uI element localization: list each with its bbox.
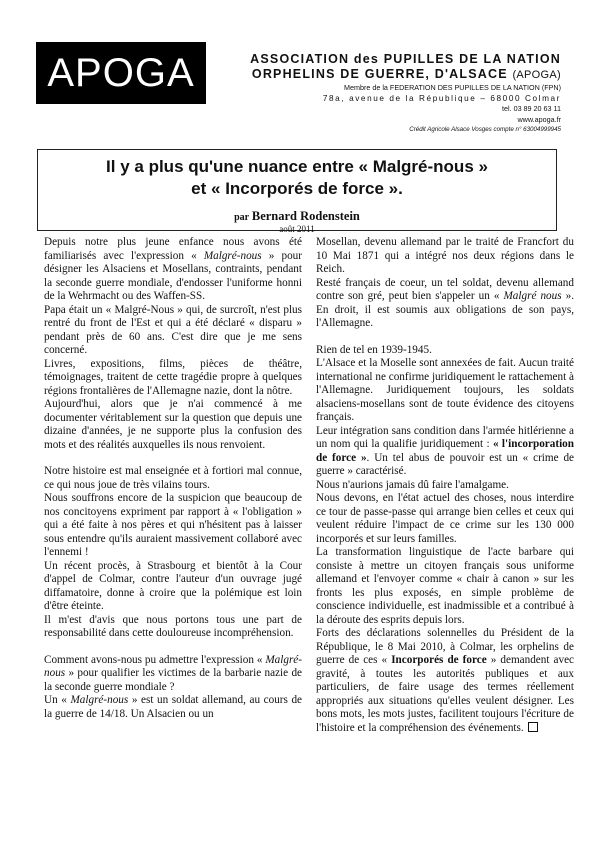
paragraph: La transformation linguistique de l'acte barbare qui consiste à mettre un citoyen français sous uniforme allemand et l'envoyer comme « chair à canon » sur les fronts les plus exposés, en simple problème de conscience individuelle, est inadmissible et a contribué à la déroute des esprits depuis lors. <box>316 546 574 626</box>
bank-account: Crédit Agricole Alsace Vosges compte n° 63004999945 <box>409 126 561 133</box>
article-date: août 2011 <box>279 224 315 234</box>
paragraph: L'Alsace et la Moselle sont annexées de fait. Aucun traité international ne confirme juridiquement le rattachement à l'Allemagne. Juridiquement toujours, les soldats alsaciens-mosellans sont de toute évidence des citoyens français. <box>316 357 574 423</box>
bold-term: « l'incorporation de force » <box>316 438 574 464</box>
author-name: Bernard Rodenstein <box>251 209 360 223</box>
paragraph: Resté français de coeur, un tel soldat, devenu allemand contre son gré, peut bien s'appeler un « Malgré nous ». En droit, il est soumis aux obligations de son pays, l'Allemagne. <box>316 276 575 329</box>
association-header <box>221 52 561 135</box>
paragraph: Un « Malgré-nous » est un soldat allemand, au cours de la guerre de 14/18. Un Alsacien ou un <box>44 694 303 720</box>
address: 78a, avenue de la République – 68000 Colmar <box>322 93 561 103</box>
title-line2: et « Incorporés de force ». <box>191 179 403 198</box>
apoga-logo <box>36 42 206 104</box>
org-name-line1: ASSOCIATION des PUPILLES DE LA NATION <box>250 52 561 66</box>
paragraph: Nous n'aurions jamais dû faire l'amalgame. <box>316 478 509 491</box>
paragraph: Leur intégration sans condition dans l'armée hitlérienne a un nom qui la qualifie juridiquement : « l'incorporation de force ». Un tel abus de pouvoir est un « crime de guerre » caractérisé. <box>316 424 575 477</box>
logo-text: APOGA <box>47 50 195 95</box>
org-abbreviation: (APOGA) <box>512 69 561 81</box>
paragraph: Forts des déclarations solennelles du Président de la République, le 8 Mai 2010, à Colmar, les orphelins de guerre de ces « Incorporés de force » demandent avec gravité, à toutes les autorités publiques et aux particuliers, de faire usage des termes réellement appropriés aux situations qu'elles veulent désigner. Les bons mots, les mots justes, facilitent toujours l'écriture de l'histoire et la compréhension des événements. <box>316 627 575 734</box>
org-name-line2-text: ORPHELINS DE GUERRE, D'ALSACE <box>251 67 508 81</box>
article-title <box>38 156 556 200</box>
title-line1: Il y a plus qu'une nuance entre « Malgré-nous » <box>106 157 488 176</box>
bold-term: Incorporés de force <box>391 654 487 666</box>
right-column <box>316 236 574 735</box>
paragraph: Un récent procès, à Strasbourg et bientôt à la Cour d'appel de Colmar, contre l'auteur d'un ouvrage jugé diffamatoire, donne à croire que la polémique est loin d'être éteinte. <box>44 559 302 612</box>
paragraph: Notre histoire est mal enseignée et à fortiori mal connue, ce qui nous joue de très vilains tours. <box>44 465 302 491</box>
paragraph: Livres, expositions, films, pièces de théâtre, témoignages, traitent de cette tragédie propre à quelques régions frontalières de l'Allemagne nazie, dont la nôtre. <box>44 357 302 397</box>
paragraph: Nous souffrons encore de la suspicion que beaucoup de nos concitoyens expriment par rapport à « l'obligation » qui a été faite à nos pères et qui n'hésitent pas à laisser sous entendre qu'ils auraient massivement collaboré avec l'ennemi ! <box>44 492 302 558</box>
paragraph: Mosellan, devenu allemand par le traité de Francfort du 10 Mai 1871 qui a intégré nos deux régions dans le Reich. <box>316 236 574 275</box>
italic-term: Malgré-nous <box>70 694 129 706</box>
org-name-line2 <box>221 67 561 83</box>
italic-term: Malgré-nous <box>203 249 262 262</box>
italic-term: Malgré-nous <box>44 653 302 679</box>
phone: tel. 03 89 20 63 11 <box>501 104 561 113</box>
end-square-icon <box>528 722 538 732</box>
title-box <box>37 149 557 234</box>
paragraph: Papa était un « Malgré-Nous » qui, de surcroît, n'est plus rentré du front de l'Est et qui a été déclaré « disparu » pendant près de 60 ans. C'est dire que je me sens concerné. <box>44 303 302 356</box>
paragraph: Aujourd'hui, alors que je n'ai commencé à me documenter véritablement sur la question que depuis une dizaine d'années, je ne supporte plus la confusion des mots et des réalités auxquelles ils nous renvoient. <box>44 398 302 451</box>
paragraph: Rien de tel en 1939-1945. <box>316 343 432 356</box>
member-line: Membre de la FEDERATION DES PUPILLES DE LA NATION (FPN) <box>343 83 561 92</box>
paragraph: Il m'est d'avis que nous portons tous une part de responsabilité dans cette douloureuse incompréhension. <box>44 613 302 639</box>
italic-term: Malgré nous <box>503 290 562 302</box>
left-column <box>44 236 302 721</box>
paragraph: Comment avons-nous pu admettre l'expression « Malgré-nous » pour qualifier les victimes de la barbarie nazie de la seconde guerre mondiale ? <box>44 653 302 693</box>
paragraph: Depuis notre plus jeune enfance nous avons été familiarisés avec l'expression « Malgré-nous » pour désigner les Alsaciens et Mosellans, contraints, pendant la seconde guerre mondiale, d'endosser l'uniforme honni de la Wehrmacht ou des Waffen-SS. <box>44 236 302 302</box>
byline <box>38 210 556 224</box>
paragraph: Nous devons, en l'état actuel des choses, nous interdire ce tour de passe-passe qui arrange bien celles et ceux qui veulent réduire l'impact de ce crime sur les 130 000 incorporés et sur leurs familles. <box>316 492 574 545</box>
website-link[interactable]: www.apoga.fr <box>517 114 561 124</box>
byline-prefix: par <box>234 212 250 223</box>
